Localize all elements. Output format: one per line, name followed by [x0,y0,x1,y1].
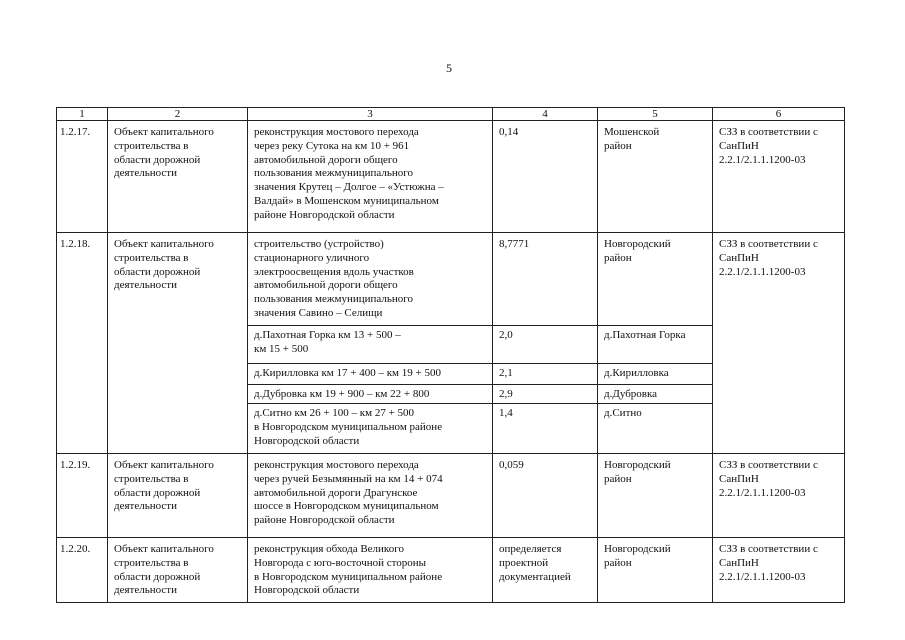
object-location: Новгородский район [604,543,671,569]
object-description: реконструкция обхода Великого Новгорода с юго-восточной стороны в Новгородском муниципальном районе Новгородской области [254,543,443,597]
planning-table [56,107,845,603]
object-description: реконструкция мостового перехода через реку Сутока на км 10 + 961 автомобильной дороги общего пользования межмуниципального значения Крутец – Долгое – «Устюжна – Валдай» в Мошенском муниципальном районе Новгородской области [254,126,444,221]
table-row [57,454,845,538]
object-description: строительство (устройство) стационарного уличного электроосвещения вдоль участков автомобильной дороги общего пользования межмуниципального значения Савино – Селищи [254,238,414,319]
row-number: 1.2.20. [60,543,91,555]
object-location: Новгородский район [604,459,671,485]
object-type: Объект капитального строительства в области дорожной деятельности [114,126,214,180]
object-value: 8,7771 [499,238,530,250]
object-value: 0,059 [499,459,524,471]
header-cell: 3 [248,108,493,121]
segment-location: д.Кирилловка [604,367,669,379]
object-type: Объект капитального строительства в области дорожной деятельности [114,543,214,597]
segment-location: д.Дубровка [604,388,658,400]
row-number: 1.2.17. [60,126,91,138]
protection-zone: СЗЗ в соответствии с СанПиН 2.2.1/2.1.1.1200-03 [719,126,818,166]
page-number: 5 [446,61,452,75]
segment-description: д.Ситно км 26 + 100 – км 27 + 500 в Новгородском муниципальном районе Новгородской области [254,407,443,447]
table-header-row [57,108,845,121]
object-type: Объект капитального строительства в области дорожной деятельности [114,459,214,513]
table-row [57,538,845,603]
object-description: реконструкция мостового перехода через ручей Безымянный на км 14 + 074 автомобильной дороги Драгунское шоссе в Новгородском муниципальном районе Новгородской области [254,459,443,527]
table-row [57,121,845,233]
table-row [57,233,845,326]
protection-zone: СЗЗ в соответствии с СанПиН 2.2.1/2.1.1.1200-03 [719,459,818,499]
header-cell: 5 [598,108,713,121]
object-location: Мошенской район [604,126,660,152]
segment-description: д.Кирилловка км 17 + 400 – км 19 + 500 [254,367,441,379]
row-number: 1.2.18. [60,238,91,250]
protection-zone: СЗЗ в соответствии с СанПиН 2.2.1/2.1.1.1200-03 [719,543,818,583]
object-location: Новгородский район [604,238,671,264]
object-type: Объект капитального строительства в области дорожной деятельности [114,238,214,292]
header-cell: 1 [57,108,108,121]
row-number: 1.2.19. [60,459,91,471]
segment-description: д.Пахотная Горка км 13 + 500 – км 15 + 500 [254,329,401,355]
segment-description: д.Дубровка км 19 + 900 – км 22 + 800 [254,388,430,400]
segment-value: 2,1 [499,367,513,379]
segment-location: д.Ситно [604,407,642,419]
protection-zone: СЗЗ в соответствии с СанПиН 2.2.1/2.1.1.1200-03 [719,238,818,278]
segment-location: д.Пахотная Горка [604,329,686,341]
segment-value: 2,0 [499,329,513,341]
object-value: 0,14 [499,126,519,138]
header-cell: 2 [108,108,248,121]
segment-value: 2,9 [499,388,513,400]
header-cell: 4 [493,108,598,121]
object-value: определяется проектной документацией [499,543,571,583]
segment-value: 1,4 [499,407,513,419]
header-cell: 6 [713,108,845,121]
